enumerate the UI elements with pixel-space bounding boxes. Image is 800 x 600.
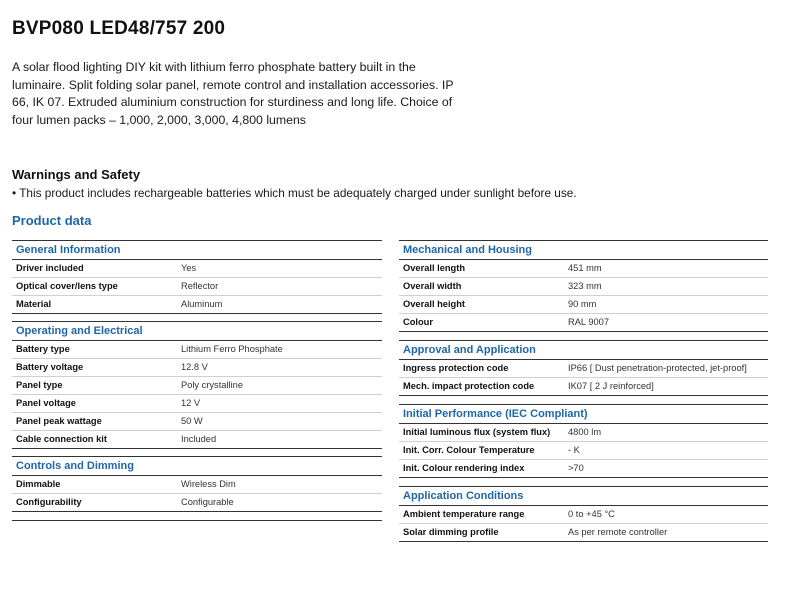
spec-section-operating-electrical [12, 321, 382, 449]
spec-label: Optical cover/lens type [16, 281, 118, 291]
spec-row [399, 278, 768, 296]
spec-section-initial-performance [399, 404, 768, 478]
spec-row [399, 506, 768, 524]
spec-label: Panel type [16, 380, 63, 390]
spec-label: Material [16, 299, 52, 309]
spec-value: 12.8 V [181, 362, 208, 372]
spec-value: 90 mm [568, 299, 597, 309]
section-title: Approval and Application [399, 341, 768, 360]
spec-section-approval-application [399, 340, 768, 396]
spec-label: Overall width [403, 281, 462, 291]
spec-label: Panel voltage [16, 398, 76, 408]
spec-section-mechanical-housing [399, 240, 768, 332]
spec-row [12, 395, 382, 413]
spec-label: Cable connection kit [16, 434, 107, 444]
spec-row [12, 377, 382, 395]
spec-value: 50 W [181, 416, 203, 426]
spec-row [12, 278, 382, 296]
spec-section-application-conditions [399, 486, 768, 542]
spec-value: Aluminum [181, 299, 223, 309]
spec-value: - K [568, 445, 580, 455]
spec-label: Dimmable [16, 479, 61, 489]
spec-value: 4800 lm [568, 427, 602, 437]
spec-row [12, 341, 382, 359]
spec-label: Init. Colour rendering index [403, 463, 525, 473]
product-data-heading: Product data [12, 213, 92, 228]
spec-value: 323 mm [568, 281, 602, 291]
spec-row [399, 460, 768, 478]
spec-value: 0 to +45 °C [568, 509, 615, 519]
spec-label: Initial luminous flux (system flux) [403, 427, 551, 437]
spec-column-right [399, 240, 768, 542]
spec-label: Mech. impact protection code [403, 381, 535, 391]
spec-label: Battery type [16, 344, 70, 354]
spec-section-general-information [12, 240, 382, 314]
spec-row [12, 296, 382, 314]
spec-section-controls-dimming [12, 456, 382, 512]
warnings-text: • This product includes rechargeable batteries which must be adequately charged under sunlight before use. [12, 186, 577, 200]
section-title: General Information [12, 241, 382, 260]
spec-label: Driver included [16, 263, 84, 273]
spec-column-left [12, 240, 382, 521]
spec-value: Reflector [181, 281, 219, 291]
spec-label: Solar dimming profile [403, 527, 499, 537]
warnings-heading: Warnings and Safety [12, 167, 141, 182]
spec-label: Colour [403, 317, 433, 327]
spec-value: Yes [181, 263, 197, 273]
spec-value: Lithium Ferro Phosphate [181, 344, 283, 354]
spec-value: 451 mm [568, 263, 602, 273]
spec-row [399, 378, 768, 396]
spec-value: Included [181, 434, 217, 444]
spec-row [399, 260, 768, 278]
spec-row [12, 431, 382, 449]
spec-row [12, 413, 382, 431]
spec-value: Wireless Dim [181, 479, 236, 489]
spec-row [12, 476, 382, 494]
spec-row [399, 314, 768, 332]
section-title: Application Conditions [399, 487, 768, 506]
spec-label: Panel peak wattage [16, 416, 102, 426]
spec-label: Configurability [16, 497, 82, 507]
spec-label: Ingress protection code [403, 363, 509, 373]
product-title: BVP080 LED48/757 200 [12, 18, 226, 39]
spec-value: Configurable [181, 497, 234, 507]
spec-value: Poly crystalline [181, 380, 244, 390]
spec-value: IP66 [ Dust penetration-protected, jet-proof] [568, 363, 747, 373]
spec-row [399, 296, 768, 314]
section-title: Mechanical and Housing [399, 241, 768, 260]
spec-label: Overall length [403, 263, 465, 273]
spec-value: RAL 9007 [568, 317, 610, 327]
section-title: Operating and Electrical [12, 322, 382, 341]
spec-value: As per remote controller [568, 527, 668, 537]
spec-row [399, 424, 768, 442]
spec-value: 12 V [181, 398, 201, 408]
spec-value: IK07 [ 2 J reinforced] [568, 381, 654, 391]
section-title: Controls and Dimming [12, 457, 382, 476]
spec-label: Ambient temperature range [403, 509, 525, 519]
spec-row [399, 442, 768, 460]
spec-label: Battery voltage [16, 362, 84, 372]
spec-value: >70 [568, 463, 584, 473]
product-description: A solar flood lighting DIY kit with lithium ferro phosphate battery built in the luminaire. Split folding solar panel, remote control and installation accessories. IP 66, IK 07. Extruded aluminium construction for sturdiness and long life. Choice of four lumen packs – 1,000, 2,000, 3,000, 4,800 lumens [12, 60, 454, 127]
spec-row [399, 360, 768, 378]
spec-row [399, 524, 768, 542]
spec-label: Init. Corr. Colour Temperature [403, 445, 535, 455]
spec-label: Overall height [403, 299, 465, 309]
section-title: Initial Performance (IEC Compliant) [399, 405, 768, 424]
spec-row [12, 260, 382, 278]
spec-row [12, 359, 382, 377]
spec-row [12, 494, 382, 512]
